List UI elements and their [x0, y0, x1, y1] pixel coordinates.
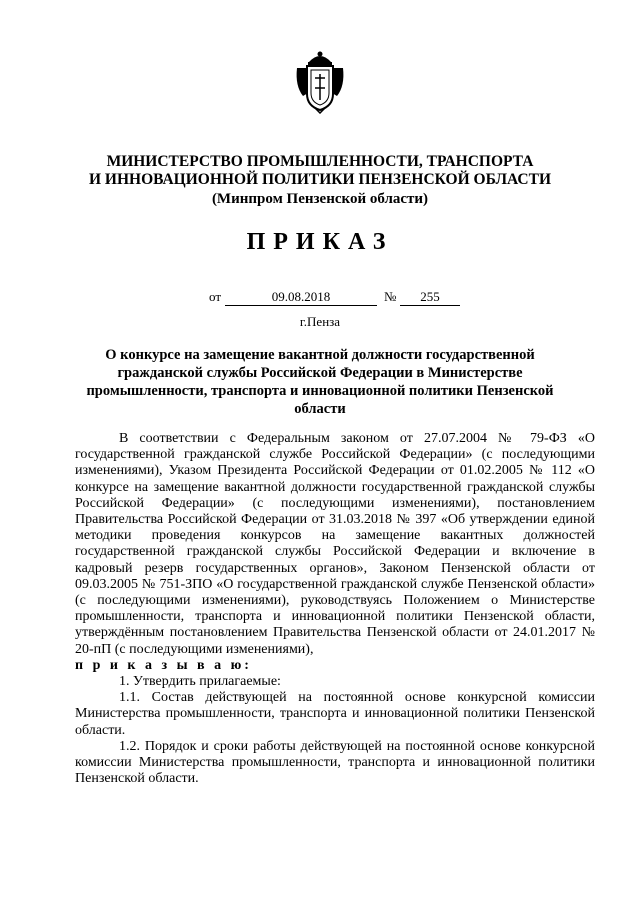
date-prefix: от	[209, 289, 222, 304]
document-title: ПРИКАЗ	[246, 229, 394, 255]
city: г.Пенза	[299, 314, 341, 329]
item-1-1: 1.1. Состав действующей на постоянной основе конкурсной комиссии Министерства промышленности, транспорта и инновационной политики Пензенской области.	[75, 690, 595, 738]
document-body	[75, 431, 595, 787]
ministry-name-line2: И ИННОВАЦИОННОЙ ПОЛИТИКИ ПЕНЗЕНСКОЙ ОБЛАСТИ	[88, 171, 552, 188]
ministry-short-name: (Минпром Пензенской области)	[211, 191, 429, 207]
ministry-name-line1: МИНИСТЕРСТВО ПРОМЫШЛЕННОСТИ, ТРАНСПОРТА	[106, 153, 534, 170]
item-1: 1. Утвердить прилагаемые:	[119, 674, 281, 690]
document-subject: О конкурсе на замещение вакантной должности государственной гражданской службы Российской Федерации в Министерстве промышленности, транспорта и инновационной политики Пензенской области	[86, 347, 554, 417]
preamble-paragraph: В соответствии с Федеральным законом от 27.07.2004 № 79-ФЗ «О государственной гражданской службе Российской Федерации» (с последующими изменениями), Указом Президента Российской Федерации от 01.02.2005 № 112 «О конкурсе на замещение вакантной должности государственной гражданской службы Российской Федерации» (с последующими изменениями), постановлением Правительства Российской Федерации от 31.03.2018 № 397 «Об утверждении единой методики проведения конкурсов на замещение вакантных должностей государственной гражданской службы Российской Федерации и включение в кадровый резерв государственных органов», Законом Пензенской области от 09.03.2005 № 751-ЗПО «О государственной гражданской службе Пензенской области» (с последующими изменениями), руководствуясь Положением о Министерстве промышленности, транспорта и инновационной политики Пензенской области, утверждённым постановлением Правительства Пензенской области от 24.01.2017 № 20-пП (с последующими изменениями),	[75, 431, 595, 657]
coat-of-arms-icon	[293, 50, 347, 114]
document-date: 09.08.2018	[225, 289, 377, 306]
document-number: 255	[400, 289, 460, 306]
item-1-2: 1.2. Порядок и сроки работы действующей на постоянной основе конкурсной комиссии Министерства промышленности, транспорта и инновационной политики Пензенской области.	[75, 738, 595, 787]
order-word: п р и к а з ы в а ю:	[75, 657, 252, 673]
number-label: №	[384, 289, 397, 304]
